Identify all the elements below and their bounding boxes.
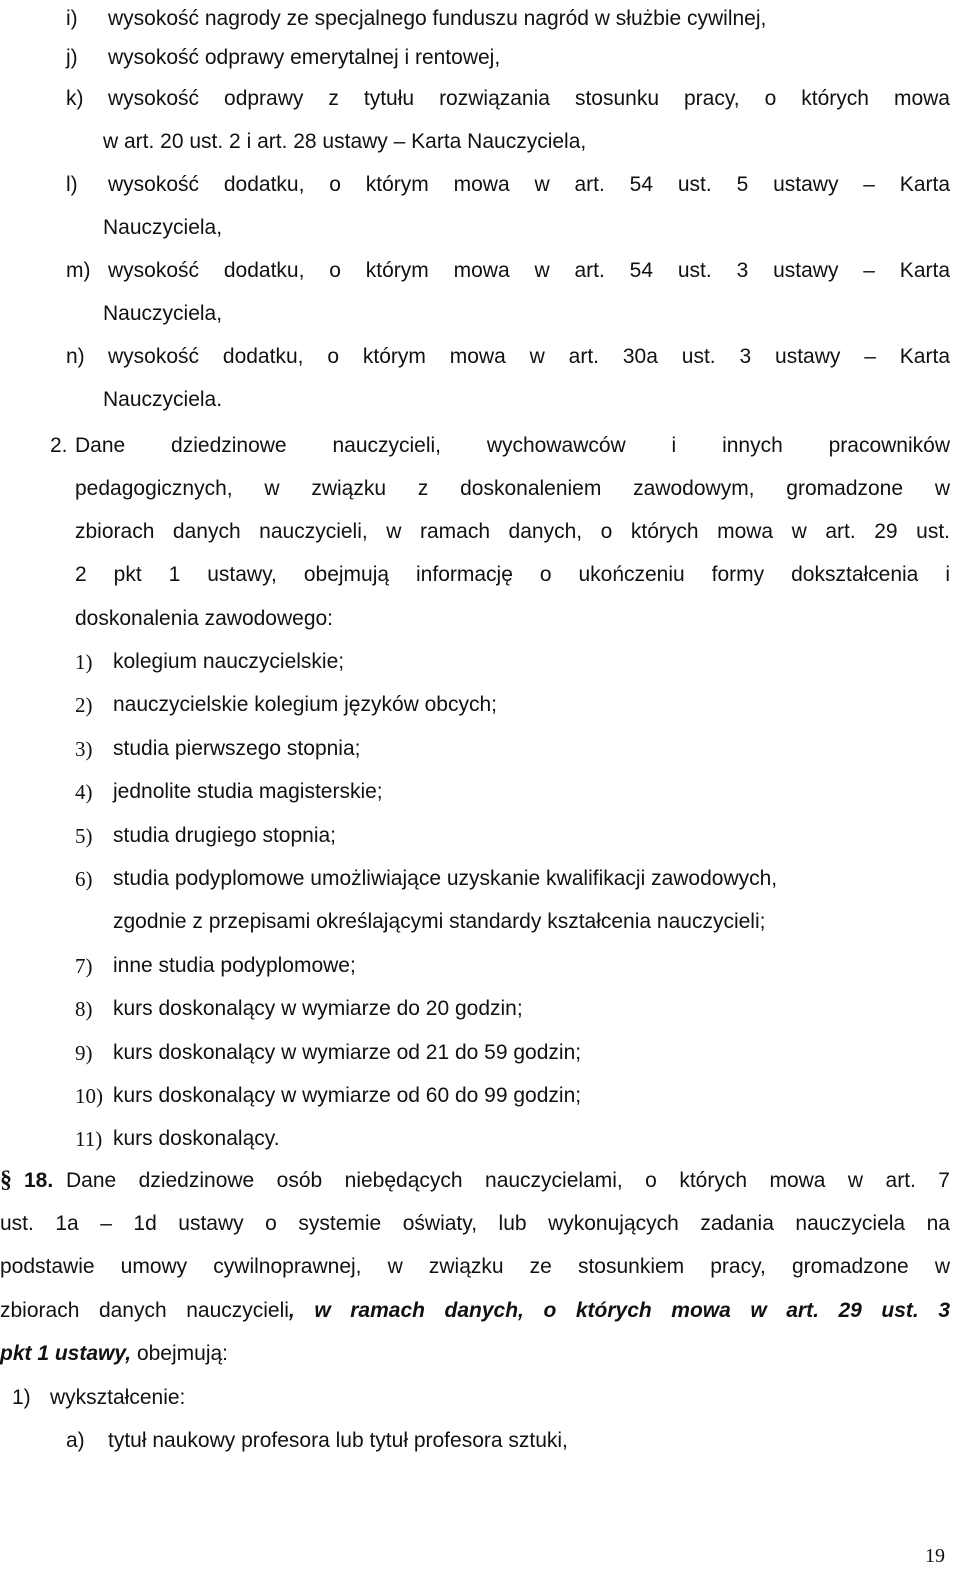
point-2-line-1-text: Dane dziedzinowe nauczycieli, wychowawców i innych pracowników [75,434,950,457]
form-text: kurs doskonalący w wymiarze od 21 do 59 godzin; [113,1041,582,1064]
form-number: 7) [75,954,93,978]
top-list-text: wysokość nagrody ze specjalnego funduszu nagród w służbie cywilnej, [108,7,767,30]
top-list-text: wysokość dodatku, o którym mowa w art. 54 ust. 5 ustawy – Karta [108,173,950,196]
form-text: kurs doskonalący w wymiarze do 20 godzin; [113,997,523,1020]
form-number: 9) [75,1041,93,1065]
form-text: studia podyplomowe umożliwiające uzyskanie kwalifikacji zawodowych, [113,867,778,890]
paragraph-sign: § [0,1167,12,1193]
form-continuation: zgodnie z przepisami określającymi standardy kształcenia nauczycieli; [113,910,766,933]
section-18-item-a-text: tytuł naukowy profesora lub tytuł profesora sztuki, [108,1429,568,1452]
form-text: inne studia podyplomowe; [113,954,356,977]
top-list-label: l) [66,173,78,196]
form-number: 3) [75,737,93,761]
section-18-item-a-label: a) [66,1429,85,1452]
section-18-line-4 [0,1298,950,1324]
section-18-item-1-text: wykształcenie: [50,1386,186,1409]
section-18-line-3: podstawie umowy cywilnoprawnej, w związku ze stosunkiem pracy, gromadzone w [0,1255,950,1278]
form-text: kolegium nauczycielskie; [113,650,345,673]
top-list-text: wysokość dodatku, o którym mowa w art. 30a ust. 3 ustawy – Karta [108,345,950,368]
form-number: 11) [75,1127,103,1151]
section-18-item-1-number: 1) [12,1386,31,1409]
top-list-continuation: Nauczyciela, [103,216,223,239]
top-list-text: wysokość odprawy emerytalnej i rentowej, [108,46,501,69]
top-list-label: n) [66,345,85,368]
top-list-label: m) [66,259,91,282]
form-number: 6) [75,867,93,891]
section-18-line-5-plain: obejmują: [131,1342,228,1365]
top-list-continuation: Nauczyciela. [103,388,223,411]
section-18-line-1: Dane dziedzinowe osób niebędących nauczycielami, o których mowa w art. 7 [66,1169,950,1192]
top-list-continuation: Nauczyciela, [103,302,223,325]
form-text: studia drugiego stopnia; [113,824,336,847]
top-list-continuation: w art. 20 ust. 2 i art. 28 ustawy – Karta Nauczyciela, [103,130,587,153]
form-number: 2) [75,693,93,717]
form-text: studia pierwszego stopnia; [113,737,361,760]
form-text: kurs doskonalący w wymiarze od 60 do 99 godzin; [113,1084,582,1107]
section-18-number: 18. [24,1169,54,1192]
point-2-number: 2. [50,434,68,457]
section-18-line-4-plain: zbiorach danych nauczycieli [0,1299,289,1322]
form-number: 4) [75,780,93,804]
form-text: nauczycielskie kolegium języków obcych; [113,693,497,716]
form-number: 8) [75,997,93,1021]
top-list-label: j) [66,46,78,69]
section-18-line-4-bold: , w ramach danych, o których mowa w art. 29 ust. 3 [288,1299,950,1322]
form-text: kurs doskonalący. [113,1127,280,1150]
top-list-label: k) [66,87,84,110]
point-2-line-2: pedagogicznych, w związku z doskonaleniem zawodowym, gromadzone w [75,477,950,500]
page-number: 19 [925,1545,945,1567]
point-2-line-3: zbiorach danych nauczycieli, w ramach danych, o których mowa w art. 29 ust. [75,520,950,543]
form-text: jednolite studia magisterskie; [113,780,383,803]
section-18-line-5-bold: pkt 1 ustawy, [0,1342,132,1365]
top-list-text: wysokość odprawy z tytułu rozwiązania stosunku pracy, o których mowa [108,87,950,110]
form-number: 1) [75,650,93,674]
section-18-line-2: ust. 1a – 1d ustawy o systemie oświaty, lub wykonujących zadania nauczyciela na [0,1212,950,1235]
point-2-line-4: 2 pkt 1 ustawy, obejmują informację o ukończeniu formy dokształcenia i [75,563,950,586]
section-18-line-5 [0,1341,228,1367]
form-number: 5) [75,824,93,848]
point-2-line-1 [75,433,950,459]
top-list-text: wysokość dodatku, o którym mowa w art. 54 ust. 3 ustawy – Karta [108,259,950,282]
top-list-label: i) [66,7,78,30]
point-2-line-5: doskonalenia zawodowego: [75,607,334,630]
form-number: 10) [75,1084,103,1108]
